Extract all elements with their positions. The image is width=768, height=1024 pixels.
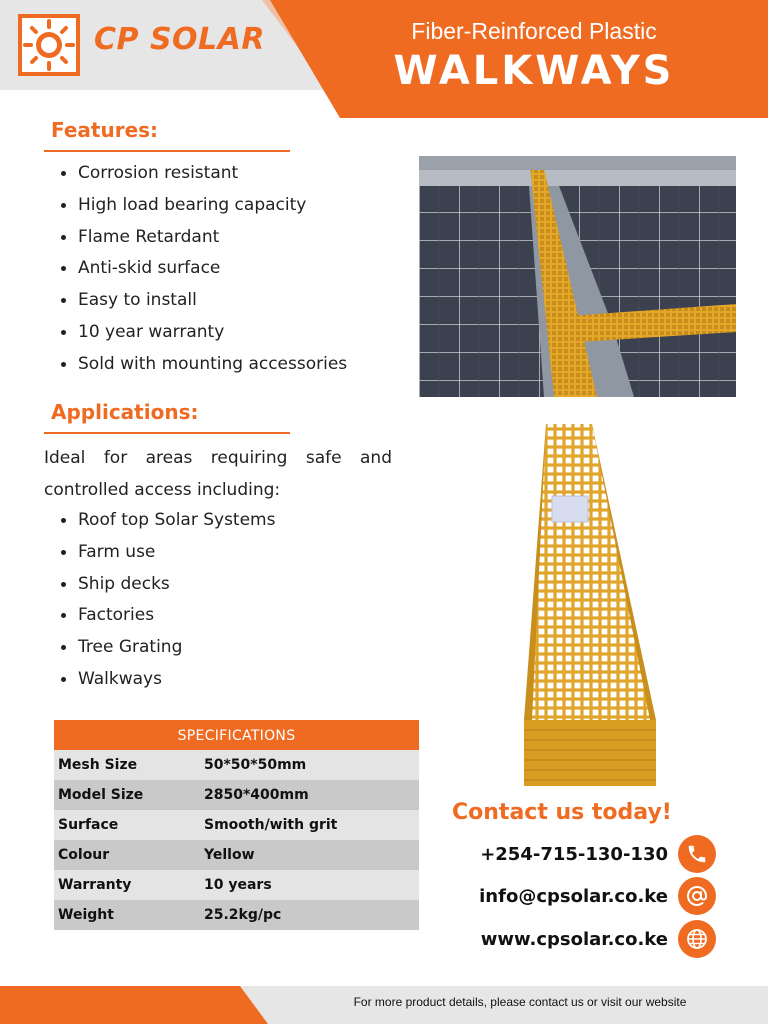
- globe-icon: [678, 920, 716, 958]
- contact-heading: Contact us today!: [452, 800, 672, 825]
- spec-value: 2850*400mm: [204, 787, 309, 803]
- application-item: Farm use: [58, 541, 275, 573]
- contact-website-row[interactable]: [481, 920, 716, 958]
- spec-label: Surface: [58, 817, 119, 833]
- table-row: [54, 900, 419, 930]
- feature-item: 10 year warranty: [58, 321, 347, 353]
- spec-label: Warranty: [58, 877, 132, 893]
- features-list: [58, 162, 347, 385]
- spec-label: Mesh Size: [58, 757, 138, 773]
- spec-label: Model Size: [58, 787, 144, 803]
- applications-list: [58, 509, 275, 700]
- table-row: [54, 750, 419, 780]
- website-link[interactable]: www.cpsolar.co.ke: [480, 928, 668, 950]
- application-item: Tree Grating: [58, 636, 275, 668]
- spec-value: 25.2kg/pc: [204, 907, 282, 923]
- spec-value: 10 years: [204, 877, 272, 893]
- rooftop-walkway-photo: [419, 156, 736, 397]
- feature-item: Anti-skid surface: [58, 257, 347, 289]
- spec-value: Smooth/with grit: [204, 817, 338, 833]
- specifications-body: [54, 750, 419, 930]
- header-subtitle: Fiber-Reinforced Plastic: [411, 18, 657, 44]
- specifications-heading: SPECIFICATIONS: [54, 720, 419, 750]
- logo: [18, 14, 80, 76]
- spec-value: 50*50*50mm: [204, 757, 307, 773]
- brand-name: CP SOLAR: [94, 22, 265, 57]
- applications-intro: Ideal for areas requiring safe and controlled access including:: [44, 448, 392, 500]
- contact-phone-row[interactable]: [480, 835, 716, 873]
- application-item: Roof top Solar Systems: [58, 509, 275, 541]
- feature-item: Corrosion resistant: [58, 162, 347, 194]
- table-row: [54, 780, 419, 810]
- application-item: Walkways: [58, 668, 275, 700]
- application-item: Ship decks: [58, 573, 275, 605]
- sun-logo-icon: [18, 14, 80, 76]
- phone-number[interactable]: +254-715-130-130: [480, 843, 668, 865]
- application-item: Factories: [58, 604, 275, 636]
- applications-divider: [44, 432, 290, 434]
- spec-value: Yellow: [204, 847, 255, 863]
- spec-label: Colour: [58, 847, 110, 863]
- table-row: [54, 840, 419, 870]
- feature-item: Sold with mounting accessories: [58, 353, 347, 385]
- at-icon: [678, 877, 716, 915]
- feature-item: Easy to install: [58, 289, 347, 321]
- features-heading: Features:: [51, 118, 159, 142]
- phone-icon: [678, 835, 716, 873]
- footer-text: For more product details, please contact us or visit our website: [353, 995, 687, 1009]
- feature-item: High load bearing capacity: [58, 194, 347, 226]
- contact-email-row[interactable]: [479, 877, 716, 915]
- feature-item: Flame Retardant: [58, 226, 347, 258]
- spec-label: Weight: [58, 907, 114, 923]
- features-divider: [44, 150, 290, 152]
- email-address[interactable]: info@cpsolar.co.ke: [479, 885, 668, 907]
- specifications-table: [54, 720, 419, 930]
- table-row: [54, 870, 419, 900]
- page-title: WALKWAYS: [393, 48, 675, 94]
- grating-stack-photo: [510, 420, 658, 788]
- table-row: [54, 810, 419, 840]
- applications-heading: Applications:: [51, 400, 199, 424]
